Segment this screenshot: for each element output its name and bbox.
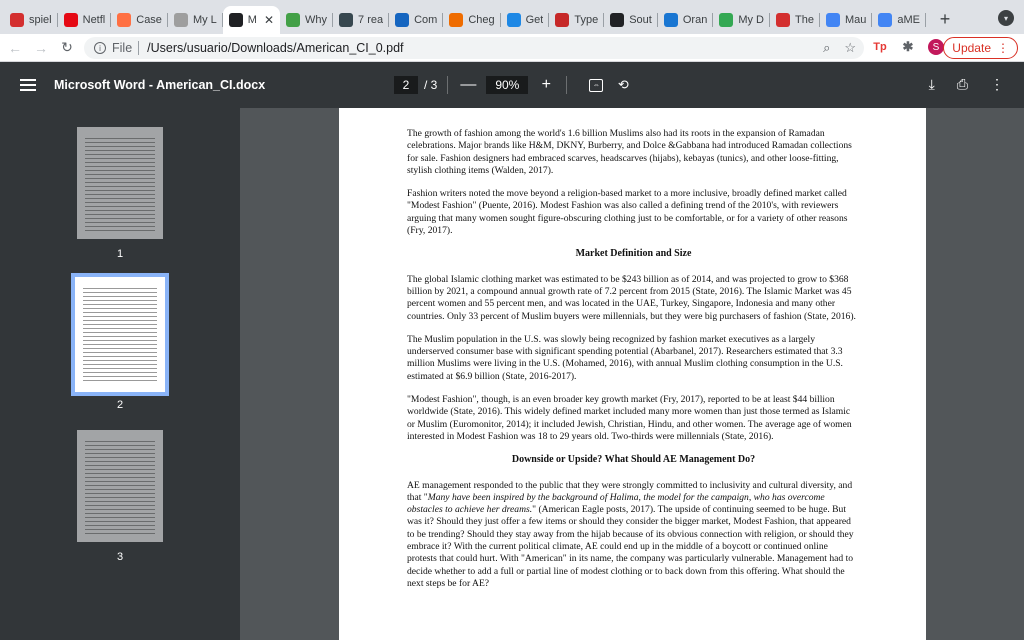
tab-title: Cheg	[468, 14, 495, 26]
google-icon	[878, 13, 892, 27]
address-scheme: File	[112, 41, 133, 55]
reload-icon[interactable]: ↻	[61, 39, 73, 55]
paragraph	[407, 480, 860, 591]
info-icon[interactable]: i	[94, 42, 106, 54]
pdf-actions	[929, 76, 1004, 93]
address-divider	[138, 41, 139, 55]
browser-tab[interactable]	[604, 6, 658, 34]
paragraph: "Modest Fashion", though, is an even broader key growth market (Fry, 2017), reported to be at least $44 billion worldwide (State, 2016). This widely defined market included many more women than just those termed as Islamic or Muslim (Euromonitor, 2014); it included Jewish, Christian, Hindu, and other women. The average age of women interested in Modest Fashion was 18 to 29 years old. Two-thirds were millennials (State, 2016).	[407, 394, 852, 442]
profile-avatar[interactable]: S	[928, 39, 944, 55]
browser-tab[interactable]	[168, 6, 223, 34]
doc-icon	[507, 13, 521, 27]
italic-quote: Many have been inspired by the background of Halima, the model for the campaign, who has overcome obstacles to achieve her dreams.	[407, 491, 825, 516]
download-icon[interactable]: ⤓	[928, 76, 935, 92]
check-icon	[286, 13, 300, 27]
opera-icon	[10, 13, 24, 27]
browser-tab[interactable]	[713, 6, 770, 34]
browser-tab[interactable]	[389, 6, 443, 34]
browser-tab[interactable]	[443, 6, 500, 34]
pdf-viewer[interactable]	[240, 108, 1024, 640]
print-icon[interactable]: ⎙	[956, 76, 968, 92]
tab-title: Type	[574, 14, 599, 26]
browser-tab[interactable]	[658, 6, 713, 34]
tab-title: Why	[305, 14, 328, 26]
forward-arrow-icon[interactable]: →	[34, 39, 48, 56]
tp-extension-icon[interactable]: Tp	[873, 41, 887, 53]
browser-tab[interactable]	[501, 6, 550, 34]
zoom-level-input[interactable]: 90%	[486, 76, 528, 94]
tab-close-icon[interactable]: ✕	[263, 13, 275, 27]
tab-title: aME	[897, 14, 920, 26]
tab-strip	[0, 0, 1024, 34]
tab-title: Sout	[629, 14, 652, 26]
tab-search-icon[interactable]: ▾	[998, 10, 1014, 26]
zoom-search-icon[interactable]: ⌕	[823, 40, 831, 55]
v-icon	[555, 13, 569, 27]
paragraph: The Muslim population in the U.S. was slowly being recognized by fashion market executives as a largely underserved consumer base with significant spending potential (Abarbanel, 2017). Researchers estimated that 3.3 million Muslims were living in the U.S. (Mohamed, 2016), with annual Muslim clothing consumption in the U.S. estimated at $6.9 billion (State, 2016-2017).	[407, 333, 843, 382]
star-icon	[776, 13, 790, 27]
page-thumbnail-2[interactable]	[75, 277, 165, 392]
hamburger-menu-icon[interactable]	[20, 79, 36, 91]
fit-page-icon[interactable]: ⇔	[589, 79, 603, 92]
puzzle-extension-icon[interactable]: ✱	[902, 39, 914, 54]
pdf-page	[339, 108, 926, 640]
browser-tab[interactable]	[111, 6, 168, 34]
page-thumbnail-1[interactable]	[77, 127, 163, 239]
toolbar-divider	[566, 76, 567, 94]
tab-title: Netfl	[82, 14, 106, 26]
new-tab-button[interactable]: +	[939, 8, 951, 29]
zoom-in-icon[interactable]: +	[541, 76, 552, 93]
tab-title: My D	[738, 14, 764, 26]
browser-tab[interactable]	[549, 6, 604, 34]
kebab-menu-icon: ⋮	[997, 41, 1009, 55]
section-heading: Market Definition and Size	[575, 248, 692, 260]
drive-icon	[719, 13, 733, 27]
github-icon	[229, 13, 243, 27]
blogger-icon	[117, 13, 131, 27]
page-number-input[interactable]: 2	[394, 76, 418, 94]
tab-title: 7 rea	[358, 14, 384, 26]
back-arrow-icon[interactable]: ←	[8, 39, 22, 56]
grid-icon	[174, 13, 188, 27]
section-heading: Downside or Upside? What Should AE Management Do?	[511, 454, 756, 466]
browser-tab[interactable]	[4, 6, 58, 34]
netflix-icon	[64, 13, 78, 27]
thumbnail-label: 2	[116, 399, 124, 411]
c-icon	[664, 13, 678, 27]
tab-title: spiel	[29, 14, 52, 26]
github-icon	[610, 13, 624, 27]
tab-title: The	[795, 14, 814, 26]
text-run: " (American Eagle posts, 2017). The upside of continuing seemed to be huge. But was it? Should they just offer a few items or should they consider the bigger market, Modest Fashion, that appeared to be trending? Should they stay away from the hijab because of its obvious connection with religion, or should they embrace it? With the current political climate, AE could end up in the middle of a boycott or continued online protests that could hurt. With "American" in its name, the company was particularly vulnerable. Management had to decide whether to add a full or partial line of modest clothing or to back down from this offering. What should the next steps be for AE?	[407, 504, 854, 589]
address-bar[interactable]	[84, 37, 864, 59]
browser-tab[interactable]	[223, 6, 280, 34]
extensions-area	[872, 39, 944, 55]
browser-tab[interactable]	[333, 6, 389, 34]
address-path: /Users/usuario/Downloads/American_CI_0.pdf	[147, 41, 404, 55]
zoom-out-icon[interactable]: —	[460, 76, 477, 93]
tab-title: Mau	[844, 14, 867, 26]
browser-tab[interactable]	[872, 6, 926, 34]
pdf-title: Microsoft Word - American_CI.docx	[54, 78, 266, 92]
update-label: Update	[952, 41, 991, 55]
paragraph: The global Islamic clothing market was estimated to be $243 billion as of 2014, and was projected to grow to $368 billion by 2021, a compound annual growth rate of 7.2 percent from 2015 (State, 2016). The Islamic Market was 45 percent women and 55 percent men, and was located in the UAE, Turkey, Singapore, Indonesia and many other countries. Only 33 percent of Muslim buyers were millennials, but they were big purchasers of fashion (State, 2016).	[407, 273, 856, 322]
rotate-icon[interactable]: ⟲	[617, 77, 629, 92]
tab-title: Case	[136, 14, 162, 26]
paragraph: Fashion writers noted the move beyond a religion-based market to a more inclusive, broadly defined market called "Modest Fashion" (Puente, 2016). Modest Fashion was also called a defining trend of the 2010's, with reviewers arguing that many women sought figure-obscuring clothing just to be comfortable, or for a variety of other reasons (Fry, 2017).	[407, 188, 848, 237]
more-options-icon[interactable]: ⋮	[990, 76, 1004, 92]
thumbnail-sidebar	[0, 108, 240, 640]
bookmark-star-icon[interactable]: ☆	[844, 40, 856, 55]
page-total: / 3	[424, 78, 438, 92]
thumbnail-label: 1	[116, 248, 124, 260]
page-controls	[394, 76, 631, 94]
toolbar-divider	[447, 76, 448, 94]
blue-circle-icon	[395, 13, 409, 27]
browser-tab[interactable]	[58, 6, 112, 34]
browser-tab[interactable]	[280, 6, 333, 34]
tab-title: Get	[525, 14, 544, 26]
browser-tab[interactable]	[820, 6, 872, 34]
tab-title: Oran	[682, 14, 708, 26]
google-icon	[826, 13, 840, 27]
update-button[interactable]	[943, 37, 1018, 59]
page-thumbnail-3[interactable]	[77, 430, 163, 542]
gsu-icon	[339, 13, 353, 27]
chegg-icon	[449, 13, 463, 27]
tab-title: Com	[414, 14, 438, 26]
paragraph: The growth of fashion among the world's 1.6 billion Muslims also had its roots in the expansion of Ramadan celebrations. Major brands like H&M, DKNY, Burberry, and Dolce &Gabbana had introduced Ramadan collections for sale. Fashion designers had embraced scarves, headscarves (hijabs), kebayas (tunics), and other loose-fitting, stylish clothing items (Walden, 2017).	[407, 128, 852, 176]
browser-toolbar	[0, 34, 1024, 62]
thumbnail-label: 3	[116, 551, 124, 563]
pdf-toolbar	[0, 62, 1024, 108]
tab-title: My L	[192, 14, 217, 26]
browser-tab[interactable]	[770, 6, 820, 34]
text-run: AE management responded to the public that they were strongly committed to inclusivity and cultural diversity, and that "	[407, 479, 853, 503]
tab-title: M	[247, 14, 257, 26]
